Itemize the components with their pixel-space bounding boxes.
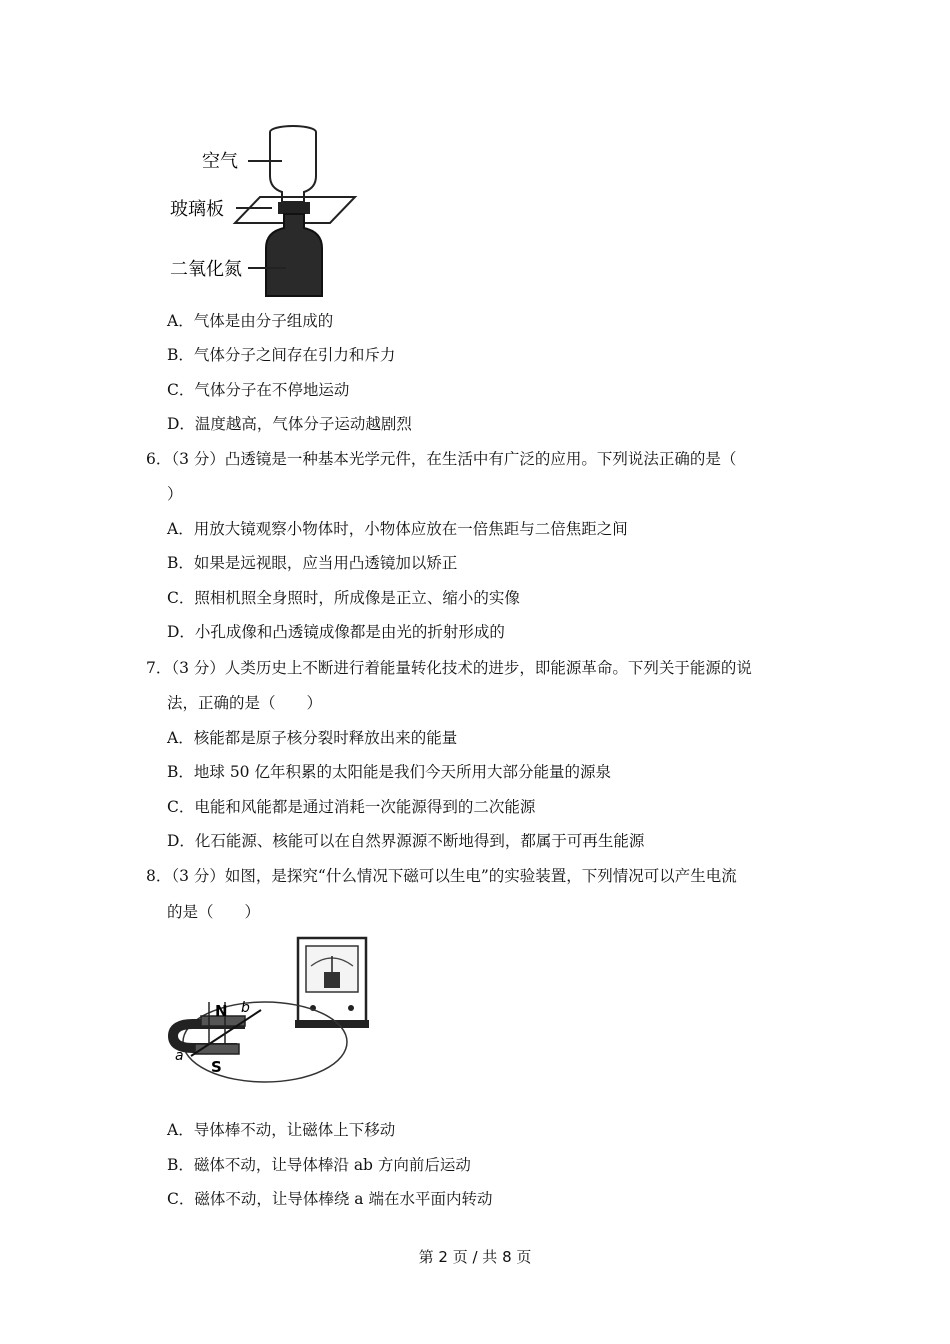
q8-stem-line2: 的是（ ） (167, 903, 261, 921)
q8-option-c: C．磁体不动，让导体棒绕 a 端在水平面内转动 (167, 1190, 493, 1208)
q6-stem-line2: ） (167, 485, 183, 503)
bottle-neck-join (278, 202, 310, 214)
air-bottle (270, 132, 316, 202)
page-footer: 第 2 页 / 共 8 页 (418, 1248, 532, 1266)
galvanometer-terminal-right (348, 1005, 354, 1011)
q5-option-a: A．气体是由分子组成的 (167, 312, 334, 330)
q7-option-d: D．化石能源、核能可以在自然界源源不断地得到，都属于可再生能源 (167, 832, 645, 850)
q6-option-a: A．用放大镜观察小物体时，小物体应放在一倍焦距与二倍焦距之间 (167, 520, 628, 538)
no2-label: 二氧化氮 (170, 259, 242, 280)
q8-option-b: B．磁体不动，让导体棒沿 ab 方向前后运动 (167, 1156, 471, 1174)
q5-option-b: B．气体分子之间存在引力和斥力 (167, 346, 396, 364)
q7-option-b: B．地球 50 亿年积累的太阳能是我们今天所用大部分能量的源泉 (167, 763, 611, 781)
q7-option-a: A．核能都是原子核分裂时释放出来的能量 (167, 729, 458, 747)
galvanometer-core (324, 972, 340, 988)
rod-end-a-label: a (175, 1048, 184, 1064)
connecting-wire (183, 1002, 347, 1082)
galvanometer-base (295, 1020, 369, 1028)
no2-bottle (266, 214, 322, 296)
q7-option-c: C．电能和风能都是通过消耗一次能源得到的二次能源 (167, 798, 536, 816)
q7-stem-line1: 7．（3 分）人类历史上不断进行着能量转化技术的进步，即能源革命。下列关于能源的说 (146, 659, 752, 677)
q7-stem-line2: 法，正确的是（ ） (167, 694, 323, 712)
q6-stem-line1: 6．（3 分）凸透镜是一种基本光学元件，在生活中有广泛的应用。下列说法正确的是（ (146, 450, 737, 468)
rod-end-b-label: b (241, 1000, 250, 1016)
q5-option-c: C．气体分子在不停地运动 (167, 381, 350, 399)
q8-option-a: A．导体棒不动，让磁体上下移动 (167, 1121, 396, 1139)
diffusion-experiment-figure (160, 118, 370, 303)
pole-n-label: N (215, 1002, 228, 1020)
q6-option-d: D．小孔成像和凸透镜成像都是由光的折射形成的 (167, 623, 505, 641)
glass-label: 玻璃板 (170, 199, 224, 220)
q6-option-b: B．如果是远视眼，应当用凸透镜加以矫正 (167, 554, 458, 572)
q6-option-c: C．照相机照全身照时，所成像是正立、缩小的实像 (167, 589, 520, 607)
q5-option-d: D．温度越高，气体分子运动越剧烈 (167, 415, 412, 433)
air-label: 空气 (202, 151, 238, 172)
pole-s-label: S (211, 1058, 222, 1076)
q8-stem-line1: 8．（3 分）如图，是探究“什么情况下磁可以生电”的实验装置，下列情况可以产生电流 (146, 867, 737, 885)
induction-experiment-figure (165, 932, 380, 1090)
